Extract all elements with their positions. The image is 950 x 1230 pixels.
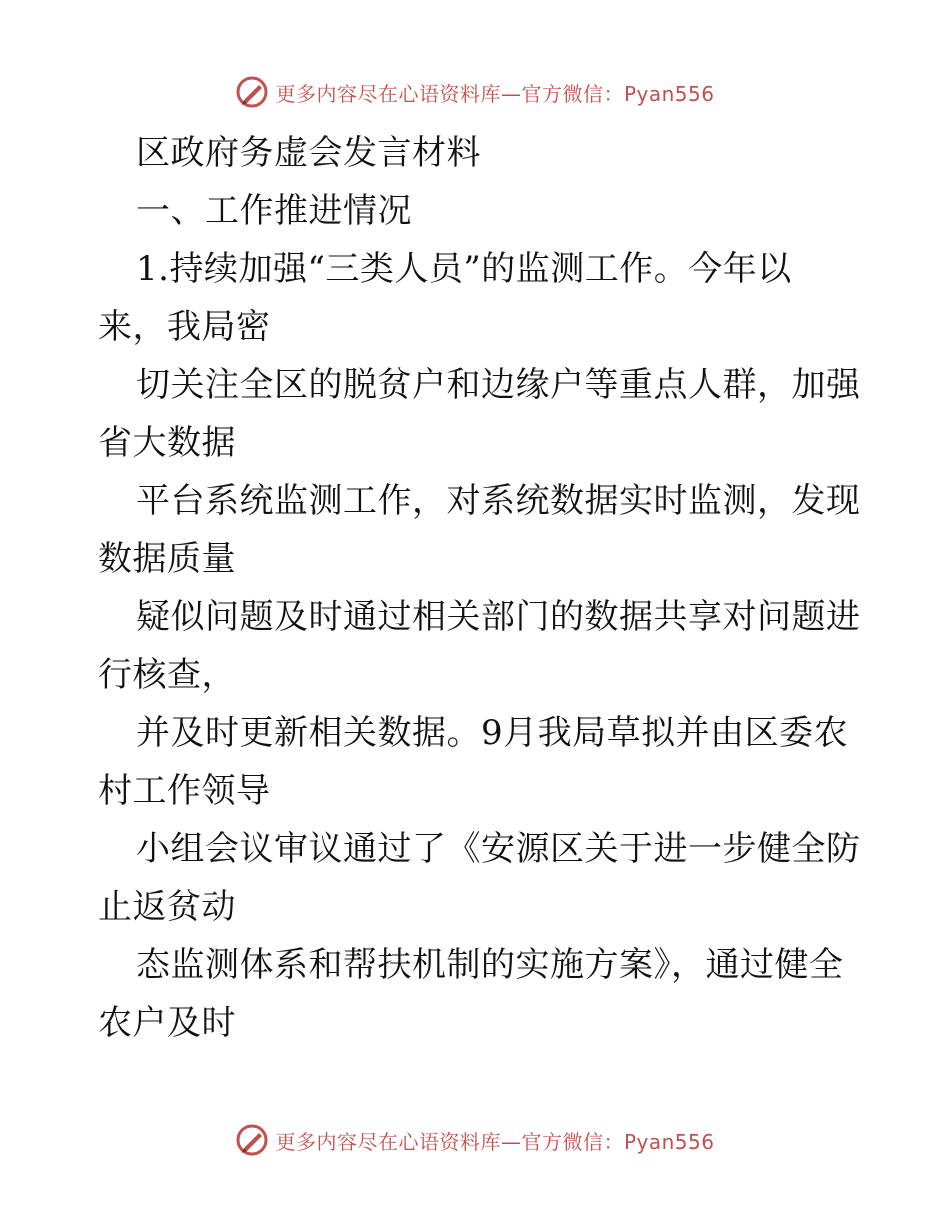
watermark-text: 更多内容尽在心语资料库—官方微信：Pyan556 bbox=[275, 81, 715, 106]
paragraph-line: 疑似问题及时通过相关部门的数据共享对问题进 bbox=[136, 597, 861, 637]
paragraph-line: 数据质量 bbox=[98, 539, 236, 579]
document-body bbox=[98, 124, 861, 1052]
pen-seal-logo-icon bbox=[235, 75, 269, 109]
watermark-text: 更多内容尽在心语资料库—官方微信：Pyan556 bbox=[275, 1129, 715, 1154]
header-watermark bbox=[0, 72, 950, 112]
paragraph-line: 切关注全区的脱贫户和边缘户等重点人群，加强 bbox=[136, 365, 861, 405]
footer-watermark bbox=[0, 1120, 950, 1160]
document-title: 区政府务虚会发言材料 bbox=[136, 133, 481, 173]
paragraph-line: 态监测体系和帮扶机制的实施方案》，通过健全 bbox=[136, 945, 844, 985]
paragraph-line: 行核查， bbox=[98, 655, 236, 695]
paragraph-line: 并及时更新相关数据。9月我局草拟并由区委农 bbox=[136, 713, 849, 753]
section-heading: 一、工作推进情况 bbox=[136, 191, 412, 231]
pen-seal-logo-icon bbox=[235, 1123, 269, 1157]
paragraph-line: 农户及时 bbox=[98, 1003, 236, 1043]
paragraph-line: 村工作领导 bbox=[98, 771, 271, 811]
paragraph-line: 平台系统监测工作，对系统数据实时监测，发现 bbox=[136, 481, 861, 521]
paragraph-line: 止返贫动 bbox=[98, 887, 236, 927]
paragraph-line: 1.持续加强“三类人员”的监测工作。今年以 bbox=[136, 249, 792, 289]
paragraph-line: 省大数据 bbox=[98, 423, 236, 463]
paragraph-line: 小组会议审议通过了《安源区关于进一步健全防 bbox=[136, 829, 861, 869]
paragraph-line: 来，我局密 bbox=[98, 307, 271, 347]
